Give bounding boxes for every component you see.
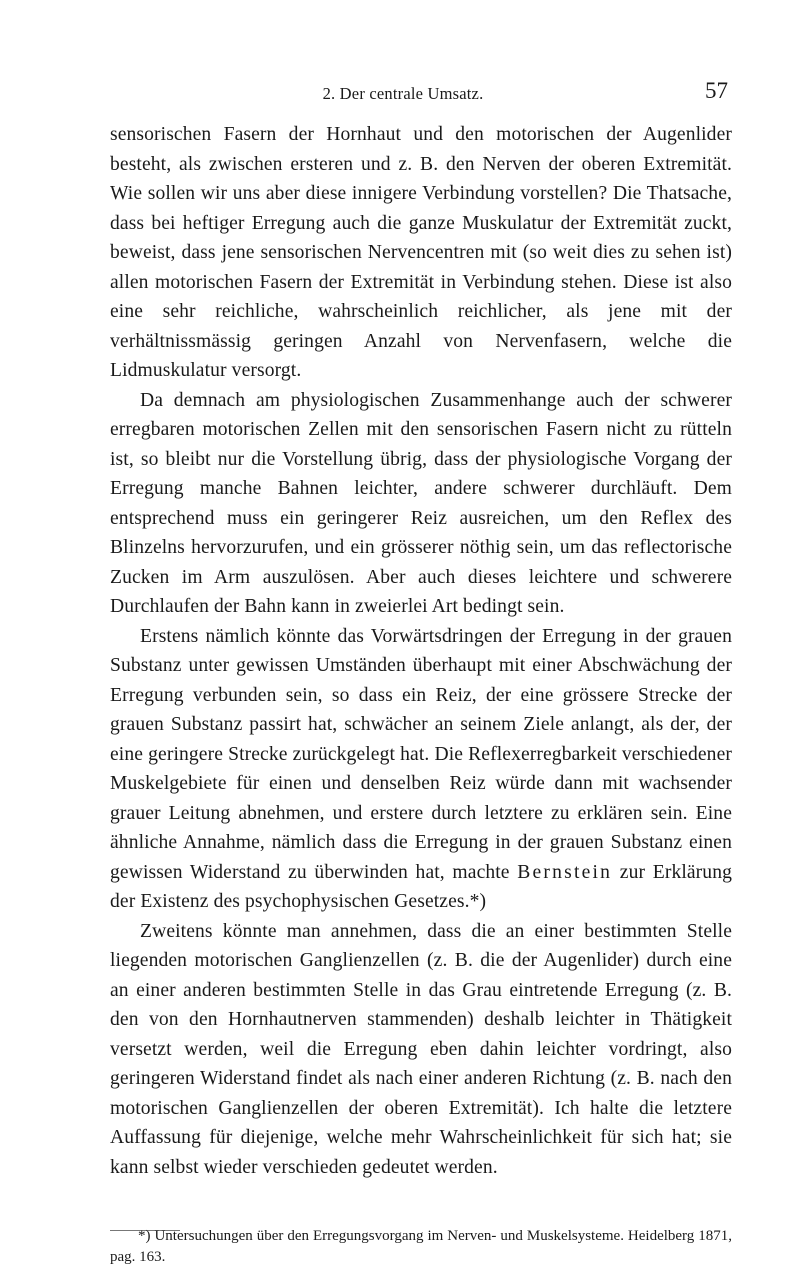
paragraph-3	[110, 622, 732, 917]
footnote: *) Untersuchungen über den Erregungsvorgang im Nerven- und Muskelsysteme. Heidelberg 1871, pag. 163.	[110, 1228, 732, 1265]
paragraph-2: Da demnach am physiologischen Zusammenhange auch der schwerer erregbaren motorischen Zellen mit den sensorischen Fasern nicht zu rütteln ist, so bleibt nur die Vorstellung übrig, dass der physiologische Vorgang der Erregung manche Bahnen leichter, andere schwerer durchläuft. Dem entsprechend muss ein geringerer Reiz ausreichen, um den Reflex des Blinzelns hervorzurufen, und ein grösserer nöthig sein, um das reflectorische Zucken im Arm auszulösen. Aber auch dieses leichtere und schwerere Durchlaufen der Bahn kann in zweierlei Art bedingt sein.	[110, 389, 732, 617]
running-header	[108, 78, 728, 108]
paragraph-4: Zweitens könnte man annehmen, dass die an einer bestimmten Stelle liegenden motorischen Ganglienzellen (z. B. die der Augenlider) durch eine an einer anderen bestimmten Stelle in das Grau eintretende Erregung (z. B. den von den Hornhautnerven stammenden) deshalb leichter in Thätigkeit versetzt werden, weil die Erregung eben dahin leichter vordringt, also geringeren Widerstand findet als nach einer anderen Richtung (z. B. nach den motorischen Ganglienzellen der oberen Extremität). Ich halte die letztere Auffassung für diejenige, welche mehr Wahrscheinlichkeit für sich hat; sie kann selbst wieder verschieden gedeutet werden.	[110, 920, 732, 1178]
author-name: Bernstein	[517, 861, 613, 883]
body-text	[110, 120, 732, 1182]
paragraph-3-text-end: zur Erklärung der Existenz des psychophysischen Gesetzes.*)	[110, 861, 732, 912]
paragraph-3-text: Erstens nämlich könnte das Vorwärtsdringen der Erregung in der grauen Substanz unter gewissen Umständen überhaupt mit einer Abschwächung der Erregung verbunden sein, so dass ein Reiz, der eine grössere Strecke der grauen Substanz passirt hat, schwächer an seinem Ziele anlangt, als der, der eine geringere Strecke zurückgelegt hat. Die Reflexerregbarkeit verschiedener Muskelgebiete für einen und denselben Reiz würde dann mit wachsender grauer Leitung abnehmen, und erstere durch letztere zu erklären sein. Eine ähnliche Annahme, nämlich dass die Erregung in der grauen Substanz einen gewissen Widerstand zu überwinden hat, machte	[110, 625, 732, 883]
running-title: 2. Der centrale Umsatz.	[322, 84, 484, 103]
paragraph-1: sensorischen Fasern der Hornhaut und den motorischen der Augenlider besteht, als zwischen ersteren und z. B. den Nerven der oberen Extremität. Wie sollen wir uns aber diese innigere Verbindung vorstellen? Die Thatsache, dass bei heftiger Erregung auch die ganze Muskulatur der Extremität zuckt, beweist, dass jene sensorischen Nervencentren mit (so weit dies zu sehen ist) allen motorischen Fasern der Extremität in Verbindung stehen. Diese ist also eine sehr reichliche, wahrscheinlich reichlicher, als jene mit der verhältnissmässig geringen Anzahl von Nervenfasern, welche die Lidmuskulatur versorgt.	[110, 124, 732, 381]
page-number: 57	[705, 78, 728, 103]
